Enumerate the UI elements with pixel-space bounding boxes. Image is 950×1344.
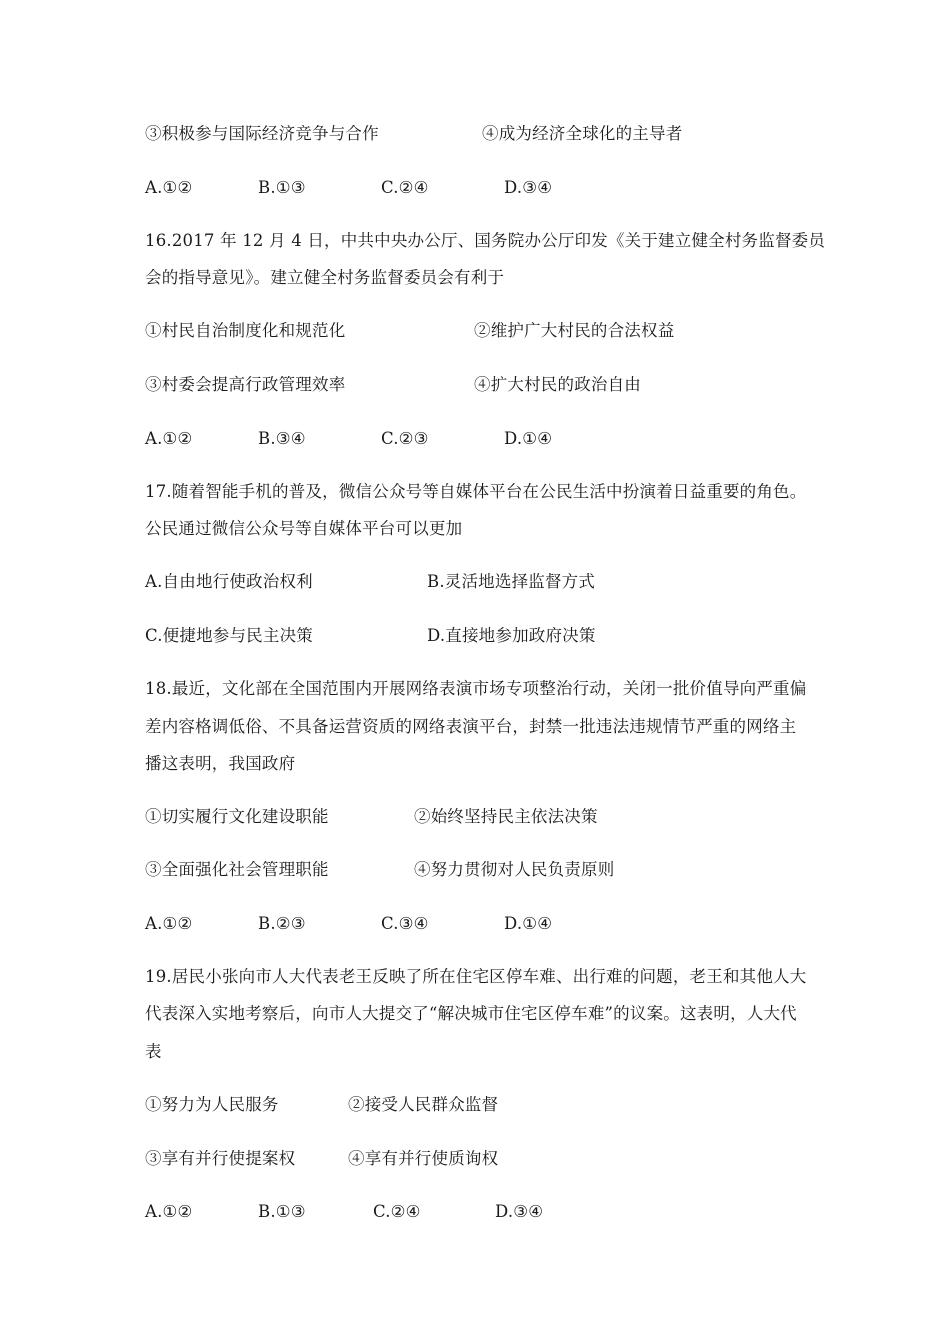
q18-option-1: ①切实履行文化建设职能 — [145, 807, 329, 826]
q18-answer-b: B.②③ — [258, 914, 306, 933]
q19-answer-c: C.②④ — [373, 1202, 421, 1221]
q19-option-1: ①努力为人民服务 — [145, 1095, 279, 1114]
q16-option-3: ③村委会提高行政管理效率 — [145, 375, 346, 394]
q19-answer-b: B.①③ — [258, 1202, 306, 1221]
q15-answer-c: C.②④ — [381, 178, 429, 197]
q18-stem-line3: 播这表明，我国政府 — [145, 754, 296, 773]
q19-option-2: ②接受人民群众监督 — [348, 1095, 499, 1114]
q16-option-2: ②维护广大村民的合法权益 — [474, 321, 675, 340]
q19-answer-a: A.①② — [145, 1202, 193, 1221]
q18-answer-d: D.①④ — [504, 914, 553, 933]
q19-answer-d: D.③④ — [495, 1202, 544, 1221]
q17-stem-line2: 公民通过微信公众号等自媒体平台可以更加 — [145, 519, 463, 538]
q17-stem-line1: 17.随着智能手机的普及，微信公众号等自媒体平台在公民生活中扮演着日益重要的角色。 — [145, 482, 807, 501]
q16-option-4: ④扩大村民的政治自由 — [474, 375, 641, 394]
q15-option-4: ④成为经济全球化的主导者 — [482, 124, 683, 143]
q17-option-a: A.自由地行使政治权利 — [145, 572, 313, 591]
q18-stem-line2: 差内容格调低俗、不具备运营资质的网络表演平台，封禁一批违法违规情节严重的网络主 — [145, 717, 797, 736]
q16-stem-line2: 会的指导意见》。建立健全村务监督委员会有利于 — [145, 268, 505, 287]
q15-answer-b: B.①③ — [258, 178, 306, 197]
q16-answer-a: A.①② — [145, 429, 193, 448]
q19-stem-line1: 19.居民小张向市人大代表老王反映了所在住宅区停车难、出行难的问题，老王和其他人大 — [145, 967, 807, 986]
q18-answer-a: A.①② — [145, 914, 193, 933]
q18-option-4: ④努力贯彻对人民负责原则 — [414, 860, 615, 879]
q16-answer-d: D.①④ — [504, 429, 553, 448]
q15-option-3: ③积极参与国际经济竞争与合作 — [145, 124, 379, 143]
q16-answer-c: C.②③ — [381, 429, 429, 448]
q16-answer-b: B.③④ — [258, 429, 306, 448]
q16-stem-line1: 16.2017 年 12 月 4 日，中共中央办公厅、国务院办公厅印发《关于建立健全村务监督委员 — [145, 231, 826, 250]
q19-option-3: ③享有并行使提案权 — [145, 1149, 296, 1168]
q19-stem-line3: 表 — [145, 1042, 162, 1061]
q18-option-2: ②始终坚持民主依法决策 — [414, 807, 598, 826]
q17-option-c: C.便捷地参与民主决策 — [145, 626, 313, 645]
q15-answer-d: D.③④ — [504, 178, 553, 197]
q18-option-3: ③全面强化社会管理职能 — [145, 860, 329, 879]
q15-answer-a: A.①② — [145, 178, 193, 197]
q17-option-b: B.灵活地选择监督方式 — [427, 572, 596, 591]
q16-option-1: ①村民自治制度化和规范化 — [145, 321, 346, 340]
q18-answer-c: C.③④ — [381, 914, 429, 933]
q18-stem-line1: 18.最近，文化部在全国范围内开展网络表演市场专项整治行动，关闭一批价值导向严重偏 — [145, 679, 807, 698]
q19-stem-line2: 代表深入实地考察后，向市人大提交了“解决城市住宅区停车难”的议案。这表明，人大代 — [145, 1004, 797, 1023]
q19-option-4: ④享有并行使质询权 — [348, 1149, 499, 1168]
q17-option-d: D.直接地参加政府决策 — [427, 626, 596, 645]
